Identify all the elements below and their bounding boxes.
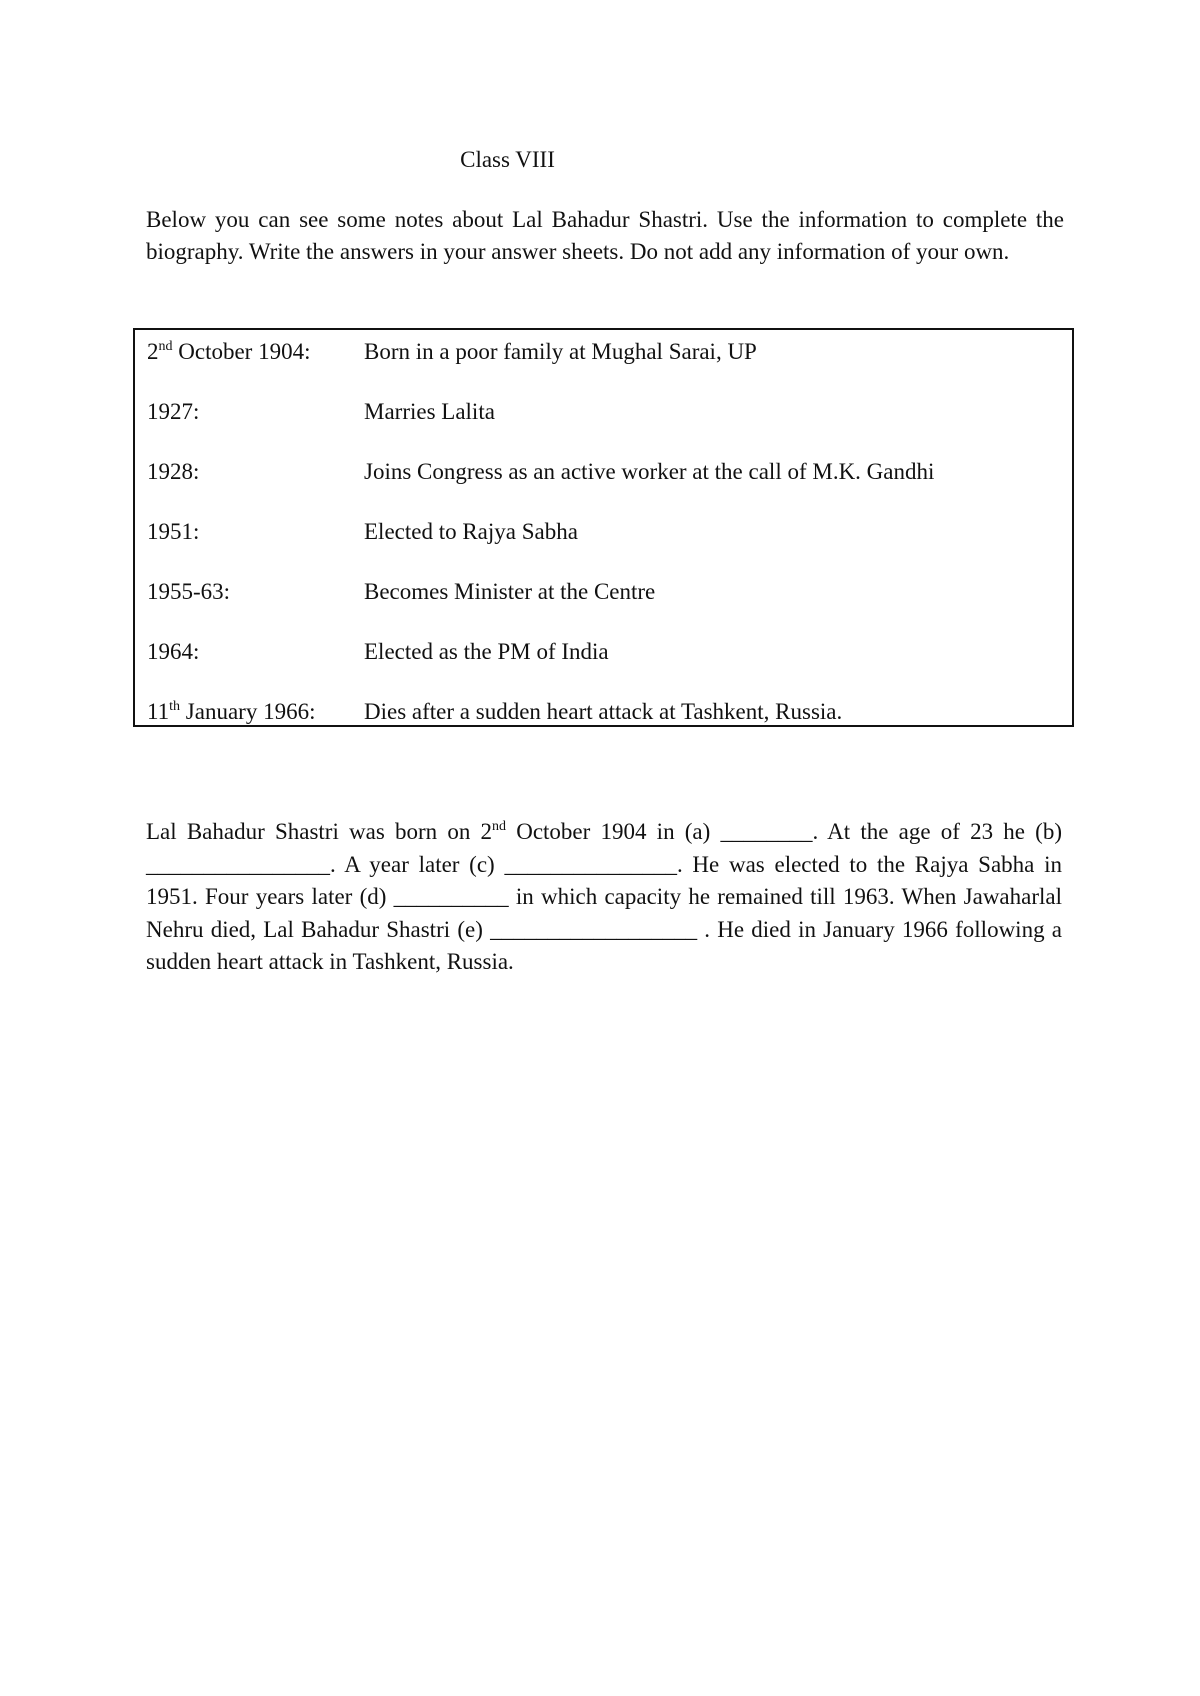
biography-passage: Lal Bahadur Shastri was born on 2nd October 1904 in (a) ________. At the age of 23 he (b) ________________. A year later (c) _______________. He was elected to the Rajya Sabha in 1951. Four years later (d) __________ in which capacity he remained till 1963. When Jawaharlal Nehru died, Lal Bahadur Shastri (e) __________________ . He died in January 1966 following a sudden heart attack in Tashkent, Russia. (146, 819, 1062, 974)
class-title: Class VIII (460, 147, 555, 172)
note-date: 2nd October 1904: (147, 339, 311, 364)
notes-table (133, 328, 1074, 727)
note-date: 1928: (147, 459, 200, 484)
note-date: 1927: (147, 399, 200, 424)
instructions-text: Below you can see some notes about Lal Bahadur Shastri. Use the information to complete the biography. Write the answers in your answer sheets. Do not add any information of your own. (146, 207, 1064, 264)
note-event: Joins Congress as an active worker at the call of M.K. Gandhi (364, 459, 935, 484)
note-event: Born in a poor family at Mughal Sarai, UP (364, 339, 757, 364)
note-event: Elected as the PM of India (364, 639, 609, 664)
note-event: Marries Lalita (364, 399, 495, 424)
note-date: 11th January 1966: (147, 699, 316, 724)
note-event: Dies after a sudden heart attack at Tashkent, Russia. (364, 699, 843, 724)
note-date: 1964: (147, 639, 200, 664)
note-date: 1951: (147, 519, 200, 544)
note-event: Elected to Rajya Sabha (364, 519, 578, 544)
note-event: Becomes Minister at the Centre (364, 579, 656, 604)
note-date: 1955-63: (147, 579, 231, 604)
